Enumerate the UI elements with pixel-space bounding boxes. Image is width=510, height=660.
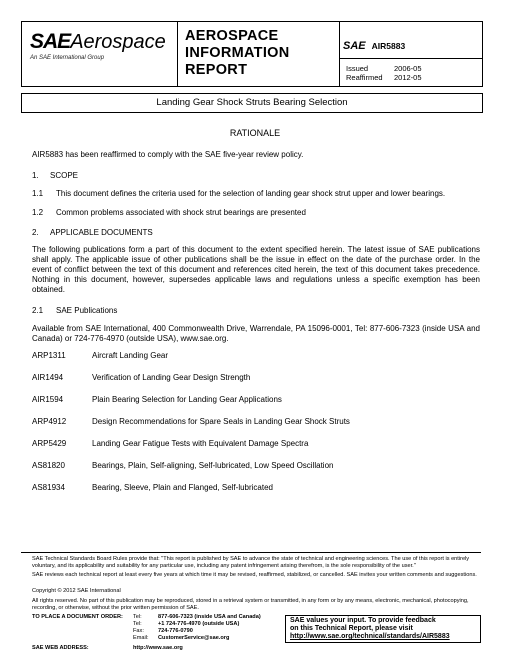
footer-rights-text: All rights reserved. No part of this publication may be reproduced, stored in a retrieval system or transmitted, in any form or by any means, electronic, mechanical, photocopying, recording, or otherwise, without the prior written permission of SAE. xyxy=(32,598,469,611)
header-divider-2 xyxy=(339,22,340,86)
reference-code: ARP4912 xyxy=(32,417,67,426)
title-line-1: AEROSPACE xyxy=(185,28,279,44)
reaffirmed-row xyxy=(346,73,422,82)
reaffirmed-label: Reaffirmed xyxy=(346,73,383,82)
logo-sae-text: SAE xyxy=(30,30,71,53)
document-id xyxy=(343,40,405,52)
document-type-title xyxy=(185,28,290,79)
reference-code: AS81934 xyxy=(32,483,65,492)
reference-title: Landing Gear Fatigue Tests with Equivalent Damage Spectra xyxy=(92,439,309,448)
section-2-paragraph: The following publications form a part of this document to the extent specified herein. The latest issue of SAE publications shall apply. The applicable issue of other publications shall be the issue in effect on the date of the purchase order. In the event of conflict between the text of this document and references cited herein, the text of this document takes precedence. Nothing in this document, however, supersedes applicable laws and regulations unless a specific exemption has been obtained. xyxy=(32,245,480,294)
reference-code: ARP1311 xyxy=(32,351,66,360)
reference-title: Bearings, Plain, Self-aligning, Self-lubricated, Low Speed Oscillation xyxy=(92,461,334,470)
document-subject: Landing Gear Shock Struts Bearing Selection xyxy=(21,93,483,113)
footer-copyright: Copyright © 2012 SAE International xyxy=(32,588,121,594)
issued-label: Issued xyxy=(346,64,369,73)
reference-title: Verification of Landing Gear Design Strength xyxy=(92,373,251,382)
reference-title: Aircraft Landing Gear xyxy=(92,351,169,360)
doc-number: AIR5883 xyxy=(371,41,406,51)
email-label: Email: xyxy=(133,635,149,641)
order-label: TO PLACE A DOCUMENT ORDER: xyxy=(32,614,123,620)
fax-value: 724-776-0790 xyxy=(158,628,193,634)
reference-code: AS81820 xyxy=(32,461,65,470)
section-1-number: 1. xyxy=(32,171,39,180)
rationale-text: AIR5883 has been reaffirmed to comply with the SAE five-year review policy. xyxy=(32,150,304,159)
footer-review-text: SAE reviews each technical report at least every five years at which time it may be revised, reaffirmed, stabilized, or cancelled. SAE invites your written comments and suggestions. xyxy=(32,572,477,578)
feedback-box xyxy=(285,615,481,643)
reference-title: Plain Bearing Selection for Landing Gear Applications xyxy=(92,395,282,404)
issued-row xyxy=(346,64,422,73)
reference-code: AIR1494 xyxy=(32,373,64,382)
section-2-1-title: SAE Publications xyxy=(56,306,118,315)
tel2-label: Tel: xyxy=(133,621,142,627)
section-1-2-number: 1.2 xyxy=(32,208,44,217)
document-header xyxy=(21,21,483,87)
title-line-3: REPORT xyxy=(185,62,248,78)
email-value[interactable]: CustomerService@sae.org xyxy=(158,635,230,641)
web-value[interactable]: http://www.sae.org xyxy=(133,645,183,651)
tel2-value: +1 724-776-4970 (outside USA) xyxy=(158,621,240,627)
sae-aerospace-logo xyxy=(30,30,166,54)
fax-label: Fax: xyxy=(133,628,144,634)
doc-brand: SAE xyxy=(343,40,366,52)
reference-title: Design Recommendations for Spare Seals in Landing Gear Shock Struts xyxy=(92,417,350,426)
logo-aerospace-text: Aerospace xyxy=(70,31,166,53)
feedback-link[interactable]: http://www.sae.org/technical/standards/AIR5883 xyxy=(290,633,450,640)
reference-title: Bearing, Sleeve, Plain and Flanged, Self-lubricated xyxy=(92,483,273,492)
section-2-1-number: 2.1 xyxy=(32,306,44,315)
rationale-heading: RATIONALE xyxy=(229,128,281,138)
section-2-title: APPLICABLE DOCUMENTS xyxy=(50,228,153,237)
web-label: SAE WEB ADDRESS: xyxy=(32,645,89,651)
feedback-line-1: SAE values your input. To provide feedback xyxy=(290,617,436,624)
logo-subtitle: An SAE International Group xyxy=(30,55,105,61)
tel-label: Tel: xyxy=(133,614,142,620)
section-1-2-text: Common problems associated with shock strut bearings are presented xyxy=(56,208,306,217)
header-hline xyxy=(340,58,482,59)
tel-value: 877-606-7323 (inside USA and Canada) xyxy=(158,614,261,620)
header-divider-1 xyxy=(177,22,178,86)
reference-code: AIR1594 xyxy=(32,395,64,404)
title-line-2: INFORMATION xyxy=(185,45,290,61)
section-1-title: SCOPE xyxy=(50,171,79,180)
footer-rules-text: SAE Technical Standards Board Rules provide that: "This report is published by SAE to advance the state of technical and engineering sciences. The use of this report is entirely voluntary, and its applicability and suitability for any particular use, including any patent infringement arising therefrom, is the sole responsibility of the user." xyxy=(32,556,470,569)
footer-divider xyxy=(21,552,481,553)
reaffirmed-value: 2012-05 xyxy=(394,73,422,82)
feedback-line-2: on this Technical Report, please visit xyxy=(290,625,413,632)
section-1-1-text: This document defines the criteria used for the selection of landing gear shock strut upper and lower bearings. xyxy=(56,189,446,198)
section-1-1-number: 1.1 xyxy=(32,189,44,198)
issued-value: 2006-05 xyxy=(394,64,422,73)
section-2-1-paragraph: Available from SAE International, 400 Commonwealth Drive, Warrendale, PA 15096-0001, Tel: 877-606-7323 (inside USA and Canada) or 724-776-4970 (outside USA), www.sae.org. xyxy=(32,324,480,343)
reference-code: ARP5429 xyxy=(32,439,67,448)
section-2-number: 2. xyxy=(32,228,39,237)
